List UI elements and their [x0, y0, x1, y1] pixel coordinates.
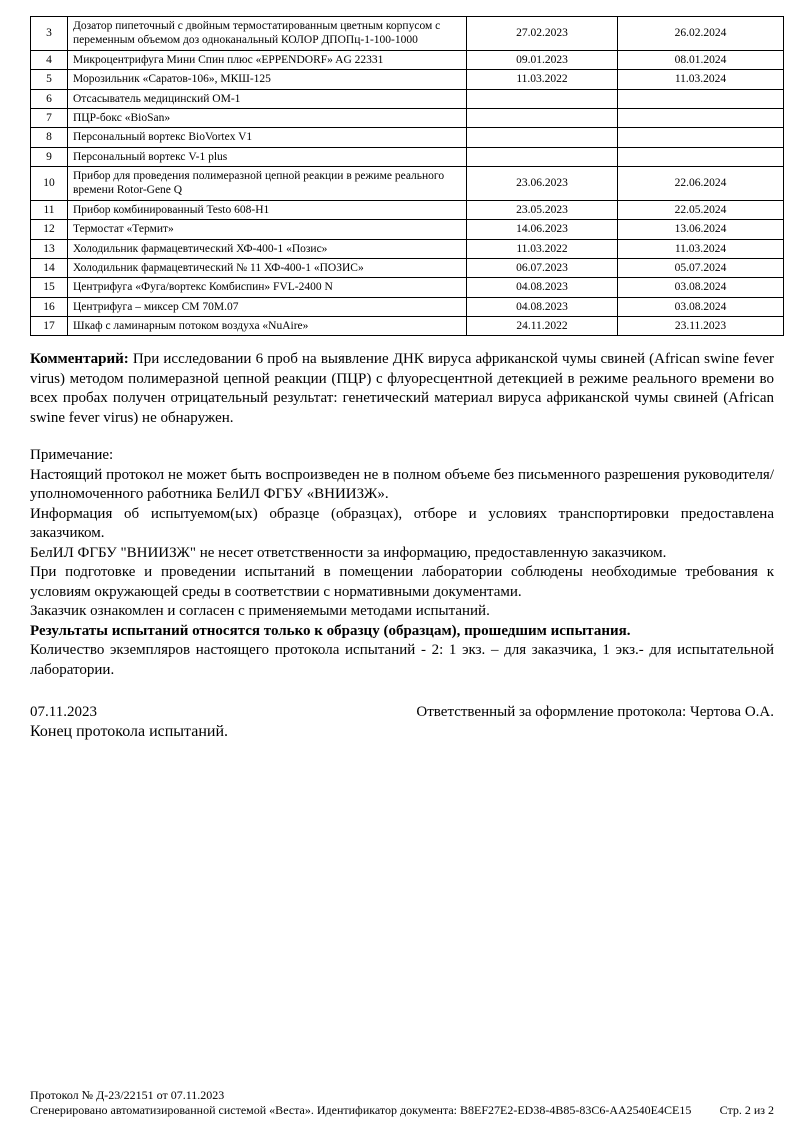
cell-name: Центрифуга – миксер СМ 70М.07	[68, 297, 467, 316]
cell-date2: 23.11.2023	[618, 317, 784, 336]
cell-date1: 09.01.2023	[467, 50, 618, 69]
table-row	[31, 220, 784, 239]
cell-num: 3	[31, 17, 68, 51]
note-line: БелИЛ ФГБУ "ВНИИЗЖ" не несет ответственности за информацию, предоставленную заказчиком.	[30, 544, 667, 561]
responsible-person: Ответственный за оформление протокола: Чертова О.А.	[416, 704, 774, 721]
cell-date2	[618, 89, 784, 108]
commentary-label: Комментарий:	[30, 351, 129, 368]
cell-date1: 04.08.2023	[467, 297, 618, 316]
cell-num: 8	[31, 128, 68, 147]
cell-date2: 08.01.2024	[618, 50, 784, 69]
cell-date1: 24.11.2022	[467, 317, 618, 336]
protocol-date: 07.11.2023	[30, 704, 97, 721]
table-row	[31, 128, 784, 147]
cell-date2: 22.05.2024	[618, 200, 784, 219]
cell-date2: 05.07.2024	[618, 258, 784, 277]
cell-date2	[618, 147, 784, 166]
table-row	[31, 89, 784, 108]
notes-list	[30, 466, 774, 681]
page-footer	[30, 1088, 774, 1132]
cell-date1: 04.08.2023	[467, 278, 618, 297]
cell-num: 13	[31, 239, 68, 258]
cell-date1	[467, 128, 618, 147]
cell-date1	[467, 108, 618, 127]
note-line: Настоящий протокол не может быть воспроизведен не в полном объеме без письменного разрешения руководителя/уполномоченного работника БелИЛ ФГБУ «ВНИИЗЖ».	[30, 466, 774, 503]
cell-num: 12	[31, 220, 68, 239]
table-row	[31, 278, 784, 297]
cell-date1: 11.03.2022	[467, 239, 618, 258]
cell-num: 6	[31, 89, 68, 108]
cell-date2: 11.03.2024	[618, 70, 784, 89]
cell-name: Прибор для проведения полимеразной цепной реакции в режиме реального времени Rotor-Gene Q	[68, 167, 467, 201]
cell-name: Дозатор пипеточный с двойным термостатированным цветным корпусом с переменным объемом доз одноканальный КОЛОР ДПОПц-1-100-1000	[68, 17, 467, 51]
cell-name: ПЦР-бокс «BioSan»	[68, 108, 467, 127]
cell-name: Холодильник фармацевтический № 11 ХФ-400-1 «ПОЗИС»	[68, 258, 467, 277]
cell-num: 15	[31, 278, 68, 297]
table-row	[31, 17, 784, 51]
cell-date1: 11.03.2022	[467, 70, 618, 89]
cell-name: Персональный вортекс V-1 plus	[68, 147, 467, 166]
cell-name: Шкаф с ламинарным потоком воздуха «NuAire»	[68, 317, 467, 336]
table-row	[31, 239, 784, 258]
equipment-table	[30, 16, 784, 336]
cell-name: Отсасыватель медицинский ОМ-1	[68, 89, 467, 108]
table-row	[31, 147, 784, 166]
end-of-protocol-line: Конец протокола испытаний.	[30, 723, 229, 741]
commentary-text: При исследовании 6 проб на выявление ДНК вируса африканской чумы свиней (African swine fever virus) методом полимеразной цепной реакции (ПЦР) с флуоресцентной детекцией в режиме реального времени во всех пробах получен отрицательный результат: генетический материал вируса африканской чумы свиней (African swine fever virus) не обнаружен.	[30, 351, 775, 426]
note-line: Результаты испытаний относятся только к образцу (образцам), прошедшим испытания.	[30, 622, 631, 639]
note-line: Информация об испытуемом(ых) образце (образцах), отборе и условиях транспортировки предоставлена заказчиком.	[30, 505, 774, 542]
cell-date1	[467, 147, 618, 166]
notes-header: Примечание:	[30, 447, 114, 464]
cell-date2: 13.06.2024	[618, 220, 784, 239]
cell-date2: 03.08.2024	[618, 278, 784, 297]
cell-date2	[618, 128, 784, 147]
empty-space	[30, 757, 774, 1088]
commentary-paragraph	[30, 350, 774, 428]
cell-num: 14	[31, 258, 68, 277]
cell-name: Холодильник фармацевтический ХФ-400-1 «Позис»	[68, 239, 467, 258]
cell-date1: 27.02.2023	[467, 17, 618, 51]
cell-date1: 23.05.2023	[467, 200, 618, 219]
cell-date2: 22.06.2024	[618, 167, 784, 201]
cell-date1: 14.06.2023	[467, 220, 618, 239]
signature-row	[30, 704, 774, 721]
cell-num: 11	[31, 200, 68, 219]
cell-num: 10	[31, 167, 68, 201]
cell-name: Центрифуга «Фуга/вортекс Комбиспин» FVL-2400 N	[68, 278, 467, 297]
cell-name: Термостат «Термит»	[68, 220, 467, 239]
note-line: При подготовке и проведении испытаний в помещении лаборатории соблюдены необходимые требования к условиям окружающей среды в соответствии с нормативными документами.	[30, 564, 774, 600]
cell-date2: 26.02.2024	[618, 17, 784, 51]
footer-protocol-number: Протокол № Д-23/22151 от 07.11.2023	[30, 1088, 225, 1102]
table-row	[31, 108, 784, 127]
cell-num: 5	[31, 70, 68, 89]
footer-generated-text: Сгенерировано автоматизированной системой «Веста». Идентификатор документа: B8EF27E2-ED38-4B85-83C6-AA2540E4CE15	[30, 1103, 692, 1117]
cell-date2: 03.08.2024	[618, 297, 784, 316]
footer-page-number: Стр. 2 из 2	[719, 1103, 774, 1117]
table-row	[31, 167, 784, 201]
cell-name: Морозильник «Саратов-106», МКШ-125	[68, 70, 467, 89]
cell-name: Микроцентрифуга Мини Спин плюс «EPPENDORF» AG 22331	[68, 50, 467, 69]
table-row	[31, 70, 784, 89]
cell-date2	[618, 108, 784, 127]
equipment-table-body	[31, 17, 784, 336]
cell-num: 17	[31, 317, 68, 336]
cell-num: 7	[31, 108, 68, 127]
cell-date2: 11.03.2024	[618, 239, 784, 258]
cell-num: 9	[31, 147, 68, 166]
cell-num: 4	[31, 50, 68, 69]
cell-name: Прибор комбинированный Testo 608-H1	[68, 200, 467, 219]
note-line: Количество экземпляров настоящего протокола испытаний - 2: 1 экз. – для заказчика, 1 экз.- для испытательной лаборатории.	[30, 642, 774, 678]
cell-date1: 06.07.2023	[467, 258, 618, 277]
cell-num: 16	[31, 297, 68, 316]
cell-name: Персональный вортекс BioVortex V1	[68, 128, 467, 147]
note-line: Заказчик ознакомлен и согласен с применяемыми методами испытаний.	[30, 603, 490, 620]
cell-date1	[467, 89, 618, 108]
table-row	[31, 317, 784, 336]
cell-date1: 23.06.2023	[467, 167, 618, 201]
table-row	[31, 50, 784, 69]
table-row	[31, 258, 784, 277]
table-row	[31, 297, 784, 316]
table-row	[31, 200, 784, 219]
